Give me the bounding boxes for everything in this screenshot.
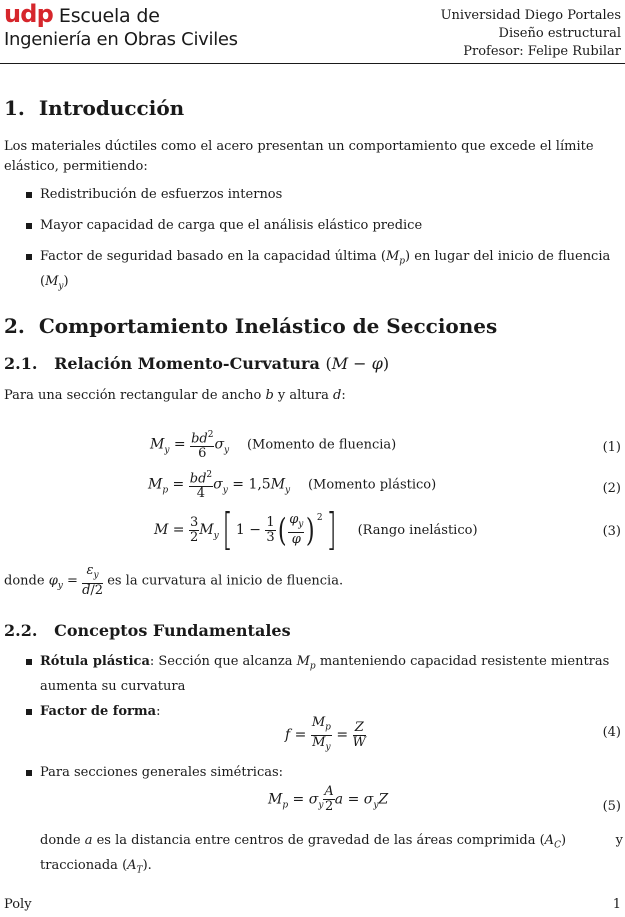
page-number: 1	[612, 897, 621, 912]
equation-number-5: (5)	[602, 799, 621, 814]
header-rule	[0, 63, 625, 64]
curvature-definition: donde $\varphi_y$ = $\frac{\varepsilon_y}{d/2}$ es la curvatura al inicio de fluencia.	[4, 563, 344, 598]
header-professor: Profesor: Felipe Rubilar	[463, 44, 621, 59]
logo-line1: Escuela de	[58, 5, 160, 27]
equation-4: f = $\frac{M_p}{M_y}$ = $\frac{Z}{W}$	[285, 715, 366, 753]
header-info	[441, 7, 621, 61]
equation-2-value: 1,5	[248, 476, 271, 493]
header-university: Universidad Diego Portales	[440, 8, 621, 23]
logo-line2: Ingeniería en Obras Civiles	[4, 29, 238, 50]
bullet-marker	[26, 254, 32, 260]
equation-5: $M_p = \sigma_y$ $\frac{A}{2}$ $a = \sigma_yZ$	[268, 784, 389, 814]
equation-3: M = $\frac{3}{2}$ $M_y$[ 1 − $\frac{1}{3}$ ( $\frac{\varphi_y}{\varphi}$ ) $^2$] (Rango inelástico)	[154, 504, 478, 555]
intro-line-1: Los materiales dúctiles como el acero presentan un comportamiento que excede el límite	[4, 139, 594, 154]
section-2-1-heading: 2.1. Relación Momento-Curvatura (M − φ)	[4, 354, 390, 373]
concept-plastic-hinge: Rótula plástica: Sección que alcanza $M_p$ manteniendo capacidad resistente mientras aumenta su curvatura	[40, 654, 610, 694]
equation-number-1: (1)	[602, 440, 621, 455]
equation-1-label: (Momento de fluencia)	[246, 437, 397, 453]
bullet-3-tail: en lugar del inicio de fluencia	[414, 249, 611, 264]
header-course: Diseño estructural	[498, 26, 621, 41]
bullet-marker	[26, 709, 32, 715]
intro-paragraph	[4, 137, 622, 177]
section-1-heading	[4, 96, 184, 120]
section-2-2-number: 2.2.	[4, 621, 38, 640]
equation-2: $M_p$ = $\frac{bd^2}{4}$ $\sigma_y = 1,5M_y$ (Momento plástico)	[148, 470, 437, 502]
concept-symmetric-sections: Para secciones generales simétricas:	[40, 765, 284, 780]
section-2-heading	[4, 314, 497, 338]
concept-shape-factor: Factor de forma:	[40, 704, 161, 719]
bullet-item-3: Factor de seguridad basado en la capacidad última $(M_p)$ en lugar del inicio de fluencia $(M_y)$	[40, 249, 611, 292]
bullet-marker	[26, 223, 32, 229]
lever-arm-definition: donde a es la distancia entre centros de gravedad de las áreas comprimida $(A_C)$ y traccionada $(A_T)$.	[40, 833, 623, 876]
section-1-number: 1.	[4, 96, 25, 120]
intro-line-2: elástico, permitiendo:	[4, 159, 148, 174]
equation-3-label: (Rango inelástico)	[357, 523, 478, 538]
section-2-2-heading	[4, 621, 291, 640]
logo-udp: udp	[4, 0, 54, 28]
section-2-1-intro: Para una sección rectangular de ancho b y altura d:	[4, 388, 346, 403]
equation-number-4: (4)	[602, 725, 621, 740]
section-2-1-title: Relación Momento-Curvatura	[54, 354, 320, 373]
bullet-item-1: Redistribución de esfuerzos internos	[40, 187, 283, 202]
equation-number-2: (2)	[602, 481, 621, 496]
section-2-2-title: Conceptos Fundamentales	[54, 621, 291, 640]
footer-left: Poly	[4, 897, 32, 912]
bullet-marker	[26, 770, 32, 776]
equation-number-3: (3)	[602, 524, 621, 539]
bullet-item-2: Mayor capacidad de carga que el análisis elástico predice	[40, 218, 423, 233]
bullet-marker	[26, 659, 32, 665]
university-logo	[4, 2, 238, 52]
section-2-number: 2.	[4, 314, 25, 338]
equation-1: $M_y$ = $\frac{bd^2}{6}$ $\sigma_y$ (Momento de fluencia)	[150, 430, 397, 462]
bullet-marker	[26, 192, 32, 198]
section-2-title: Comportamiento Inelástico de Secciones	[38, 314, 498, 338]
equation-2-label: (Momento plástico)	[307, 477, 437, 493]
bullet-3-text: Factor de seguridad basado en la capacidad última	[40, 249, 377, 264]
section-2-1-number: 2.1.	[4, 354, 38, 373]
section-1-title: Introducción	[38, 96, 185, 120]
